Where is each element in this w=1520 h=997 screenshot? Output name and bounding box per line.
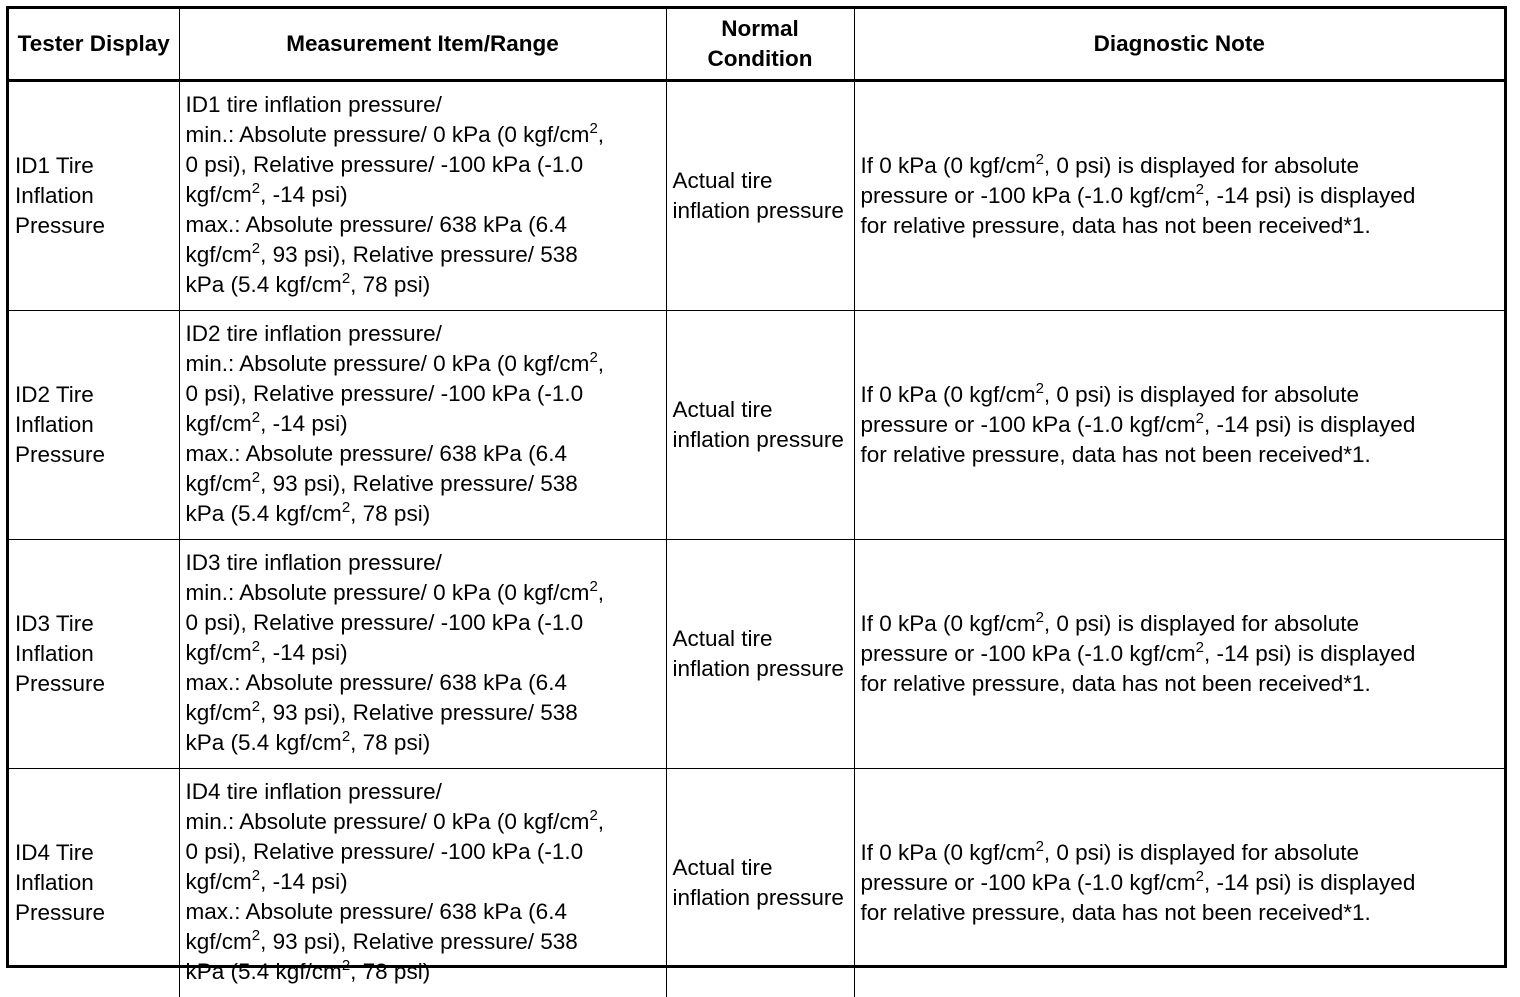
- range-line: max.: Absolute pressure/ 638 kPa (6.4: [186, 668, 660, 698]
- note-text: , -14 psi) is displayed: [1204, 412, 1415, 437]
- note-line: for relative pressure, data has not been received*1.: [861, 898, 1499, 928]
- range-text: , 78 psi): [350, 501, 430, 526]
- superscript: 2: [1036, 609, 1044, 626]
- range-text: , -14 psi): [260, 411, 348, 436]
- superscript: 2: [252, 927, 260, 944]
- header-tester-display: Tester Display: [9, 9, 179, 81]
- diagnostic-note-cell: [854, 769, 1504, 997]
- table-row: [9, 769, 1504, 997]
- measurement-range-cell: [179, 540, 666, 769]
- note-line: [861, 609, 1499, 639]
- tester-display-text: ID2 Tire Inflation Pressure: [15, 382, 105, 467]
- range-text: , 93 psi), Relative pressure/ 538: [260, 242, 578, 267]
- range-text: , -14 psi): [260, 869, 348, 894]
- superscript: 2: [252, 469, 260, 486]
- range-line: ID3 tire inflation pressure/: [186, 548, 660, 578]
- note-text: If 0 kPa (0 kgf/cm: [861, 153, 1036, 178]
- note-text: pressure or -100 kPa (-1.0 kgf/cm: [861, 183, 1196, 208]
- range-text: kPa (5.4 kgf/cm: [186, 501, 342, 526]
- range-line: ID2 tire inflation pressure/: [186, 319, 660, 349]
- range-text: kgf/cm: [186, 700, 252, 725]
- range-text: min.: Absolute pressure/ 0 kPa (0 kgf/cm: [186, 351, 590, 376]
- superscript: 2: [1036, 838, 1044, 855]
- range-text: , -14 psi): [260, 182, 348, 207]
- range-line: ID1 tire inflation pressure/: [186, 90, 660, 120]
- range-text: kgf/cm: [186, 242, 252, 267]
- range-text: ,: [598, 580, 604, 605]
- tester-display-cell: [9, 540, 179, 769]
- range-line: max.: Absolute pressure/ 638 kPa (6.4: [186, 439, 660, 469]
- tester-display-cell: [9, 81, 179, 311]
- range-line: [186, 927, 660, 957]
- superscript: 2: [1036, 151, 1044, 168]
- range-text: , 93 psi), Relative pressure/ 538: [260, 471, 578, 496]
- range-text: , -14 psi): [260, 640, 348, 665]
- range-text: , 93 psi), Relative pressure/ 538: [260, 929, 578, 954]
- range-text: kgf/cm: [186, 182, 252, 207]
- note-text: If 0 kPa (0 kgf/cm: [861, 382, 1036, 407]
- superscript: 2: [1196, 868, 1204, 885]
- note-text: , 0 psi) is displayed for absolute: [1044, 382, 1359, 407]
- superscript: 2: [342, 499, 350, 516]
- range-line: [186, 270, 660, 300]
- note-text: , -14 psi) is displayed: [1204, 870, 1415, 895]
- range-line: [186, 867, 660, 897]
- normal-condition-text: Actual tire inflation pressure: [673, 855, 844, 910]
- range-line: ID4 tire inflation pressure/: [186, 777, 660, 807]
- tester-display-text: ID1 Tire Inflation Pressure: [15, 153, 105, 238]
- range-text: kPa (5.4 kgf/cm: [186, 730, 342, 755]
- superscript: 2: [252, 240, 260, 257]
- range-text: , 93 psi), Relative pressure/ 538: [260, 700, 578, 725]
- superscript: 2: [1196, 181, 1204, 198]
- note-line: [861, 639, 1499, 669]
- table-header-row: [9, 9, 1504, 81]
- superscript: 2: [252, 698, 260, 715]
- superscript: 2: [589, 807, 597, 824]
- note-line: for relative pressure, data has not been received*1.: [861, 440, 1499, 470]
- data-table: [9, 9, 1504, 997]
- range-line: [186, 638, 660, 668]
- superscript: 2: [252, 638, 260, 655]
- note-line: for relative pressure, data has not been received*1.: [861, 669, 1499, 699]
- range-line: 0 psi), Relative pressure/ -100 kPa (-1.0: [186, 608, 660, 638]
- superscript: 2: [1196, 639, 1204, 656]
- range-line: [186, 728, 660, 758]
- measurement-range-cell: [179, 81, 666, 311]
- note-line: for relative pressure, data has not been received*1.: [861, 211, 1499, 241]
- range-line: [186, 409, 660, 439]
- tester-display-text: ID3 Tire Inflation Pressure: [15, 611, 105, 696]
- header-normal-condition: Normal Condition: [666, 9, 854, 81]
- note-line: [861, 151, 1499, 181]
- range-text: kgf/cm: [186, 471, 252, 496]
- superscript: 2: [342, 957, 350, 974]
- range-line: [186, 578, 660, 608]
- range-text: min.: Absolute pressure/ 0 kPa (0 kgf/cm: [186, 809, 590, 834]
- table-row: [9, 311, 1504, 540]
- diagnostic-note-cell: [854, 311, 1504, 540]
- diagnostic-note-cell: [854, 81, 1504, 311]
- range-line: [186, 240, 660, 270]
- range-text: , 78 psi): [350, 959, 430, 984]
- data-table-frame: [6, 6, 1507, 968]
- normal-condition-text: Actual tire inflation pressure: [673, 626, 844, 681]
- tester-display-cell: [9, 311, 179, 540]
- superscript: 2: [252, 867, 260, 884]
- superscript: 2: [1036, 380, 1044, 397]
- superscript: 2: [252, 180, 260, 197]
- note-text: If 0 kPa (0 kgf/cm: [861, 611, 1036, 636]
- range-text: min.: Absolute pressure/ 0 kPa (0 kgf/cm: [186, 122, 590, 147]
- range-text: , 78 psi): [350, 272, 430, 297]
- header-diagnostic-note: Diagnostic Note: [854, 9, 1504, 81]
- note-line: [861, 410, 1499, 440]
- note-line: [861, 380, 1499, 410]
- range-text: kPa (5.4 kgf/cm: [186, 959, 342, 984]
- note-line: [861, 838, 1499, 868]
- note-text: If 0 kPa (0 kgf/cm: [861, 840, 1036, 865]
- tester-display-cell: [9, 769, 179, 997]
- note-text: , -14 psi) is displayed: [1204, 641, 1415, 666]
- tester-display-text: ID4 Tire Inflation Pressure: [15, 840, 105, 925]
- normal-condition-cell: [666, 81, 854, 311]
- range-text: ,: [598, 809, 604, 834]
- measurement-range-cell: [179, 769, 666, 997]
- diagnostic-note-cell: [854, 540, 1504, 769]
- range-line: [186, 120, 660, 150]
- range-text: ,: [598, 351, 604, 376]
- note-text: , 0 psi) is displayed for absolute: [1044, 153, 1359, 178]
- range-line: [186, 349, 660, 379]
- range-text: kgf/cm: [186, 869, 252, 894]
- normal-condition-text: Actual tire inflation pressure: [673, 397, 844, 452]
- range-text: kgf/cm: [186, 640, 252, 665]
- normal-condition-cell: [666, 311, 854, 540]
- header-measurement-item: Measurement Item/Range: [179, 9, 666, 81]
- note-text: pressure or -100 kPa (-1.0 kgf/cm: [861, 870, 1196, 895]
- range-line: [186, 180, 660, 210]
- superscript: 2: [589, 120, 597, 137]
- table-row: [9, 540, 1504, 769]
- normal-condition-cell: [666, 769, 854, 997]
- range-line: 0 psi), Relative pressure/ -100 kPa (-1.0: [186, 150, 660, 180]
- note-text: , 0 psi) is displayed for absolute: [1044, 611, 1359, 636]
- range-line: [186, 698, 660, 728]
- note-text: pressure or -100 kPa (-1.0 kgf/cm: [861, 641, 1196, 666]
- range-text: kPa (5.4 kgf/cm: [186, 272, 342, 297]
- superscript: 2: [342, 270, 350, 287]
- range-line: [186, 957, 660, 987]
- note-text: , -14 psi) is displayed: [1204, 183, 1415, 208]
- range-line: max.: Absolute pressure/ 638 kPa (6.4: [186, 897, 660, 927]
- note-text: pressure or -100 kPa (-1.0 kgf/cm: [861, 412, 1196, 437]
- range-text: ,: [598, 122, 604, 147]
- range-line: 0 psi), Relative pressure/ -100 kPa (-1.0: [186, 837, 660, 867]
- range-line: max.: Absolute pressure/ 638 kPa (6.4: [186, 210, 660, 240]
- table-row: [9, 81, 1504, 311]
- range-line: 0 psi), Relative pressure/ -100 kPa (-1.0: [186, 379, 660, 409]
- measurement-range-cell: [179, 311, 666, 540]
- range-line: [186, 807, 660, 837]
- superscript: 2: [589, 578, 597, 595]
- range-text: kgf/cm: [186, 929, 252, 954]
- note-line: [861, 868, 1499, 898]
- range-text: min.: Absolute pressure/ 0 kPa (0 kgf/cm: [186, 580, 590, 605]
- range-text: kgf/cm: [186, 411, 252, 436]
- note-line: [861, 181, 1499, 211]
- superscript: 2: [252, 409, 260, 426]
- normal-condition-text: Actual tire inflation pressure: [673, 168, 844, 223]
- normal-condition-cell: [666, 540, 854, 769]
- superscript: 2: [342, 728, 350, 745]
- range-line: [186, 469, 660, 499]
- range-line: [186, 499, 660, 529]
- range-text: , 78 psi): [350, 730, 430, 755]
- superscript: 2: [1196, 410, 1204, 427]
- note-text: , 0 psi) is displayed for absolute: [1044, 840, 1359, 865]
- superscript: 2: [589, 349, 597, 366]
